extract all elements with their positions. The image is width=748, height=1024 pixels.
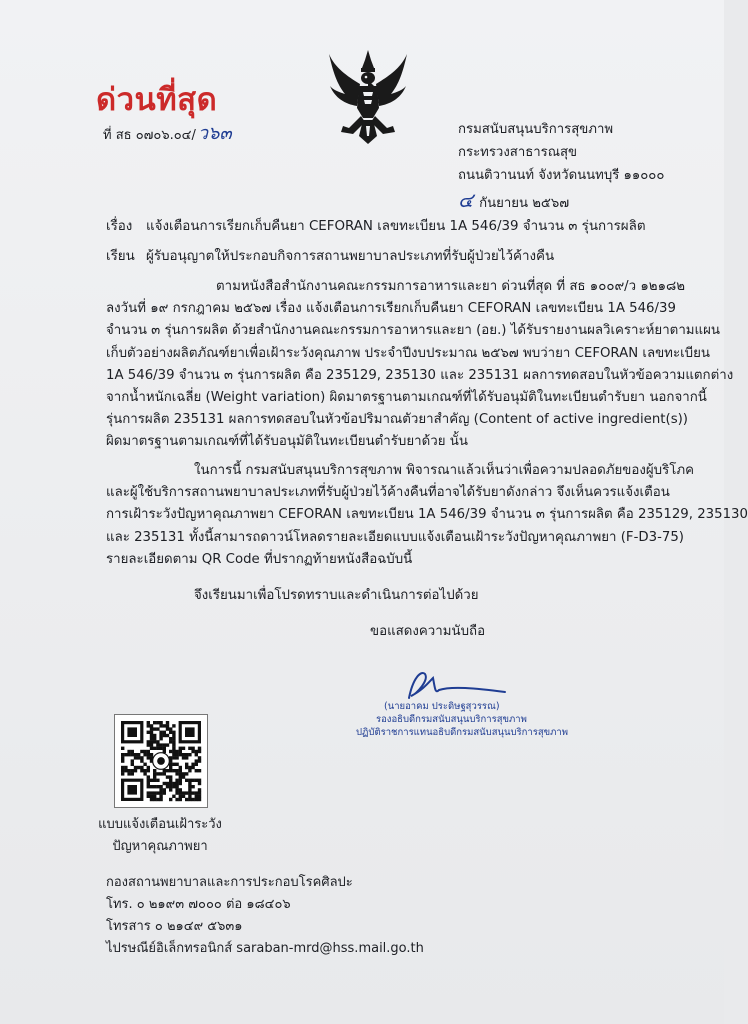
signature-block [356,700,568,739]
document-date [458,184,569,216]
subject-line [106,216,646,238]
garuda-emblem-icon [327,46,409,146]
signatory-acting-title: ปฏิบัติราชการแทนอธิบดีกรมสนับสนุนบริการสุขภาพ [356,727,568,738]
qr-caption [97,814,223,858]
recipient-line [106,246,554,268]
regards-line: ขอแสดงความนับถือ [370,624,486,639]
paragraph-line: ตามหนังสือสำนักงานคณะกรรมการอาหารและยา ด่วนที่สุด ที่ สธ ๑๐๐๙/ว ๑๒๑๘๒ [216,279,686,294]
subject-text: แจ้งเตือนการเรียกเก็บคืนยา CEFORAN เลขทะเบียน 1A 546/39 จำนวน ๓ รุ่นการผลิต [146,219,646,234]
paragraph-line: ผิดมาตรฐานตามเกณฑ์ที่ได้รับอนุมัติในทะเบียนตำรับยาด้วย นั้น [106,434,468,450]
paragraph-line: จากน้ำหนักเฉลี่ย (Weight variation) ผิดมาตรฐานตามเกณฑ์ที่ได้รับอนุมัติในทะเบียนตำรับยา นอกจากนี้ [106,390,707,406]
body-paragraph-2 [106,460,748,571]
closing-statement: จึงเรียนมาเพื่อโปรดทราบและดำเนินการต่อไปด้วย [194,588,479,603]
office-name: กองสถานพยาบาลและการประกอบโรคศิลปะ [106,875,353,890]
signatory-title: รองอธิบดีกรมสนับสนุนบริการสุขภาพ [376,714,527,725]
paragraph-line: ในการนี้ กรมสนับสนุนบริการสุขภาพ พิจารณาแล้วเห็นว่าเพื่อความปลอดภัยของผู้บริโภค [194,463,695,478]
date-day-handwritten: ๔ [458,188,474,212]
qr-caption-line: แบบแจ้งเตือนเฝ้าระวัง [98,817,222,832]
document-number-label: ที่ สธ ๐๗๐๖.๐๔/ [103,128,196,143]
paragraph-line: เก็บตัวอย่างผลิตภัณฑ์ยาเพื่อเฝ้าระวังคุณภาพ ประจำปีงบประมาณ ๒๕๖๗ พบว่ายา CEFORAN เลขทะเบียน [106,345,710,361]
paragraph-line: การเฝ้าระวังปัญหาคุณภาพยา CEFORAN เลขทะเบียน 1A 546/39 จำนวน ๓ รุ่นการผลิต คือ 235129, 235130 [106,507,748,523]
date-month-year: กันยายน ๒๕๖๗ [479,196,570,211]
recipient-text: ผู้รับอนุญาตให้ประกอบกิจการสถานพยาบาลประเภทที่รับผู้ป่วยไว้ค้างคืน [146,249,555,264]
office-contact [106,872,424,960]
urgency-stamp: ด่วนที่สุด [96,82,218,118]
paragraph-line: ลงวันที่ ๑๙ กรกฎาคม ๒๕๖๗ เรื่อง แจ้งเตือนการเรียกเก็บคืนยา CEFORAN เลขทะเบียน 1A 546/39 [106,301,676,317]
paragraph-line: และผู้ใช้บริการสถานพยาบาลประเภทที่รับผู้ป่วยไว้ค้างคืนที่อาจได้รับยาดังกล่าว จึงเห็นควรแจ้งเตือน [106,485,670,501]
paragraph-line: 1A 546/39 จำนวน ๓ รุ่นการผลิต คือ 235129, 235130 และ 235131 ผลการทดสอบในหัวข้อความแตกต่าง [106,367,734,383]
sender-ministry: กระทรวงสาธารณสุข [458,145,578,160]
body-paragraph-1 [106,276,734,454]
document-number-handwritten: ว๖๓ [197,123,232,144]
recipient-label: เรียน [106,249,135,264]
signatory-name: (นายอาคม ประดิษฐสุวรรณ) [384,701,500,712]
sender-address [458,118,664,187]
qr-caption-line: ปัญหาคุณภาพยา [112,839,208,854]
qr-code-icon[interactable] [114,714,208,808]
paragraph-line: รายละเอียดตาม QR Code ที่ปรากฏท้ายหนังสือฉบับนี้ [106,551,413,567]
paragraph-line: และ 235131 ทั้งนี้สามารถดาวน์โหลดรายละเอียดแบบแจ้งเตือนเฝ้าระวังปัญหาคุณภาพยา (F-D3-75) [106,529,684,545]
sender-street: ถนนติวานนท์ จังหวัดนนทบุรี ๑๑๐๐๐ [458,168,665,183]
office-email[interactable]: ไปรษณีย์อิเล็กทรอนิกส์ saraban-mrd@hss.mail.go.th [106,941,424,956]
sender-department: กรมสนับสนุนบริการสุขภาพ [458,122,614,137]
office-fax: โทรสาร ๐ ๒๑๔๙ ๕๖๓๑ [106,919,243,934]
document-number [103,118,232,147]
paragraph-line: จำนวน ๓ รุ่นการผลิต ด้วยสำนักงานคณะกรรมการอาหารและยา (อย.) ได้รับรายงานผลวิเคราะห์ยาตามแผน [106,323,721,339]
paragraph-line: รุ่นการผลิต 235131 ผลการทดสอบในหัวข้อปริมาณตัวยาสำคัญ (Content of active ingredient(s)) [106,412,688,428]
subject-label: เรื่อง [106,219,133,234]
handwritten-signature [395,668,515,704]
office-phone: โทร. ๐ ๒๑๙๓ ๗๐๐๐ ต่อ ๑๘๔๐๖ [106,897,291,912]
